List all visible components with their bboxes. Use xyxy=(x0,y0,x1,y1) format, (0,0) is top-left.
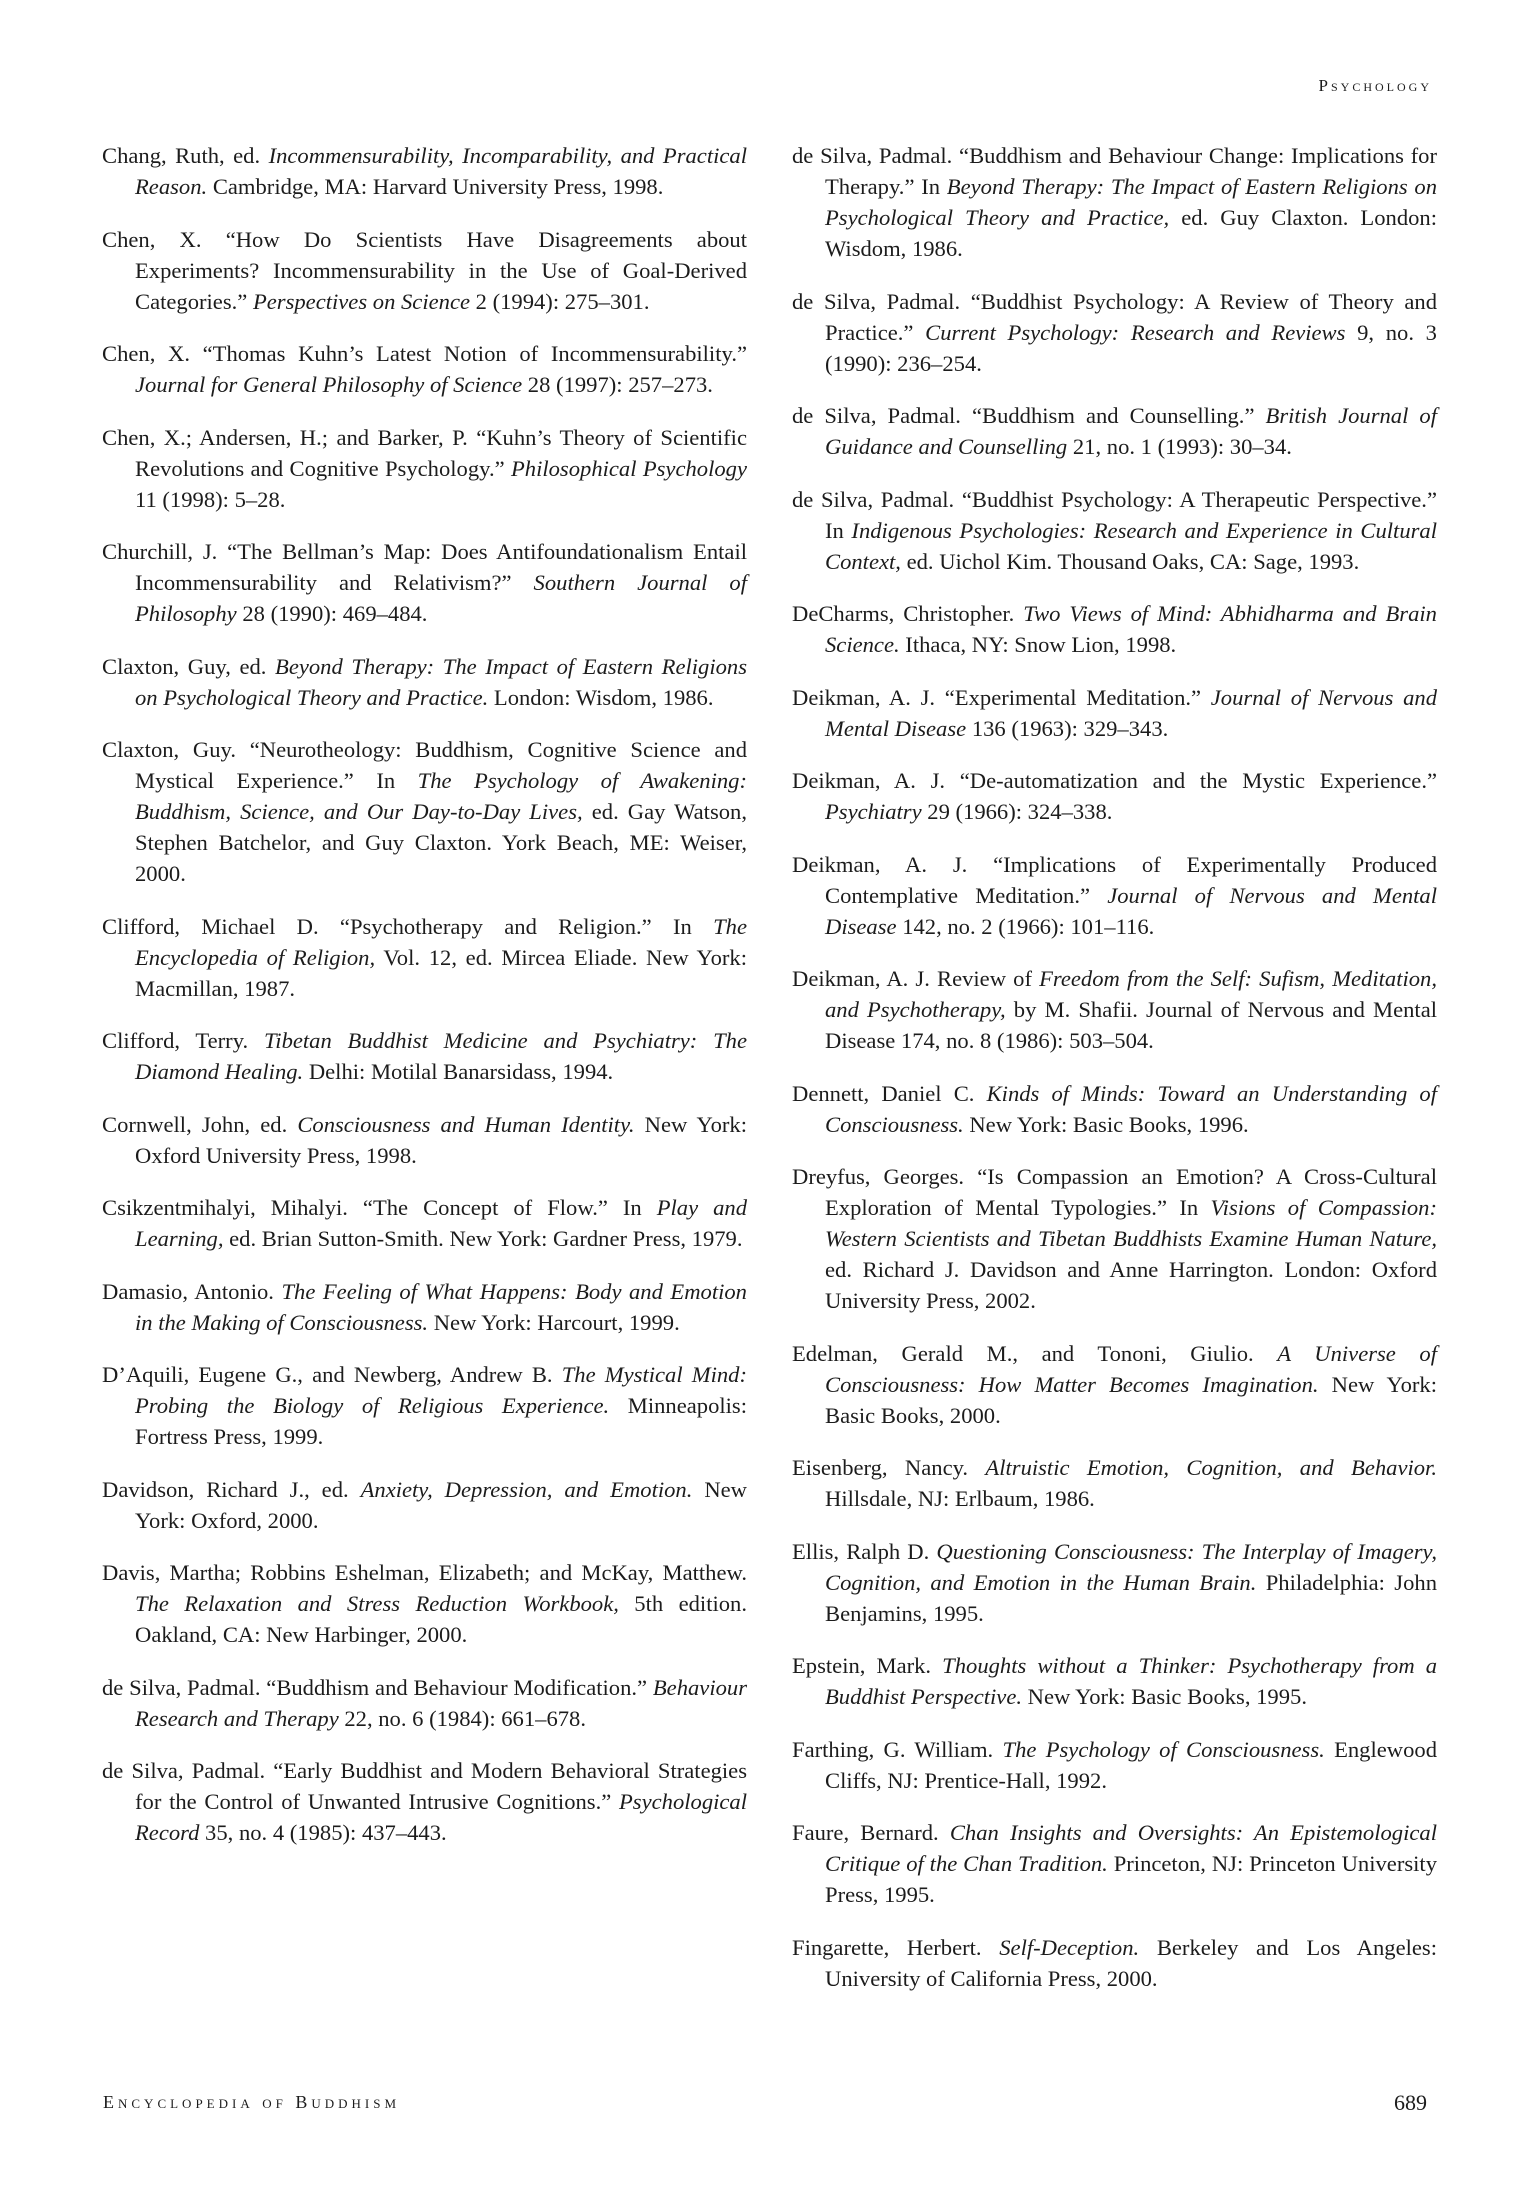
bib-entry: DeCharms, Christopher. Two Views of Mind: Abhidharma and Brain Science. Ithaca, NY: Snow Lion, 1998. xyxy=(792,601,1437,657)
left-column xyxy=(102,140,747,1870)
bib-entry: Epstein, Mark. Thoughts without a Thinker: Psychotherapy from a Buddhist Perspective. New York: Basic Books, 1995. xyxy=(792,1653,1437,1709)
bib-entry: Clifford, Terry. Tibetan Buddhist Medicine and Psychiatry: The Diamond Healing. Delhi: Motilal Banarsidass, 1994. xyxy=(102,1028,747,1084)
right-column xyxy=(792,140,1437,2015)
bib-entry: Chang, Ruth, ed. Incommensurability, Incomparability, and Practical Reason. Cambridge, MA: Harvard University Press, 1998. xyxy=(102,143,747,199)
bib-entry: Claxton, Guy. “Neurotheology: Buddhism, Cognitive Science and Mystical Experience.” In The Psychology of Awakening: Buddhism, Science, and Our Day-to-Day Lives, ed. Gay Watson, Stephen Batchelor, and Guy Claxton. York Beach, ME: Weiser, 2000. xyxy=(102,737,747,886)
bib-entry: Dennett, Daniel C. Kinds of Minds: Toward an Understanding of Consciousness. New York: Basic Books, 1996. xyxy=(792,1080,1437,1137)
bib-entry: Faure, Bernard. Chan Insights and Oversights: An Epistemological Critique of the Chan Tradition. Princeton, NJ: Princeton University Press, 1995. xyxy=(792,1820,1437,1907)
bib-entry: de Silva, Padmal. “Buddhism and Behaviour Modification.” Behaviour Research and Therapy 22, no. 6 (1984): 661–678. xyxy=(102,1674,747,1731)
bib-entry: Damasio, Antonio. The Feeling of What Happens: Body and Emotion in the Making of Consciousness. New York: Harcourt, 1999. xyxy=(102,1278,747,1335)
bib-entry: D’Aquili, Eugene G., and Newberg, Andrew B. The Mystical Mind: Probing the Biology of Religious Experience. Minneapolis: Fortress Press, 1999. xyxy=(102,1362,748,1449)
bib-entry: de Silva, Padmal. “Buddhist Psychology: A Review of Theory and Practice.” Current Psychology: Research and Reviews 9, no. 3 (1990): 236–254. xyxy=(792,288,1437,376)
bib-entry: Csikzentmihalyi, Mihalyi. “The Concept of Flow.” In Play and Learning, ed. Brian Sutton-Smith. New York: Gardner Press, 1979. xyxy=(102,1195,747,1251)
bib-entry: de Silva, Padmal. “Buddhism and Behaviour Change: Implications for Therapy.” In Beyond Therapy: The Impact of Eastern Religions on Psychological Theory and Practice, ed. Guy Claxton. London: Wisdom, 1986. xyxy=(792,143,1437,261)
bib-entry: Dreyfus, Georges. “Is Compassion an Emotion? A Cross-Cultural Exploration of Mental Typologies.” In Visions of Compassion: Western Scientists and Tibetan Buddhists Examine Human Nature, ed. Richard J. Davidson and Anne Harrington. London: Oxford University Press, 2002. xyxy=(792,1164,1437,1313)
bib-entry: Davidson, Richard J., ed. Anxiety, Depression, and Emotion. New York: Oxford, 2000. xyxy=(102,1476,747,1533)
bib-entry: Fingarette, Herbert. Self-Deception. Berkeley and Los Angeles: University of California Press, 2000. xyxy=(792,1934,1437,1991)
bib-entry: Deikman, A. J. “Experimental Meditation.” Journal of Nervous and Mental Disease 136 (1963): 329–343. xyxy=(792,684,1437,741)
bib-entry: Churchill, J. “The Bellman’s Map: Does Antifoundationalism Entail Incommensurability and Relativism?” Southern Journal of Philosophy 28 (1990): 469–484. xyxy=(102,539,747,626)
bib-entry: Davis, Martha; Robbins Eshelman, Elizabeth; and McKay, Matthew. The Relaxation and Stress Reduction Workbook, 5th edition. Oakland, CA: New Harbinger, 2000. xyxy=(102,1560,747,1647)
bib-entry: Edelman, Gerald M., and Tononi, Giulio. A Universe of Consciousness: How Matter Becomes Imagination. New York: Basic Books, 2000. xyxy=(792,1340,1438,1428)
bib-entry: Claxton, Guy, ed. Beyond Therapy: The Impact of Eastern Religions on Psychological Theory and Practice. London: Wisdom, 1986. xyxy=(102,653,747,710)
bib-entry: de Silva, Padmal. “Buddhist Psychology: A Therapeutic Perspective.” In Indigenous Psychologies: Research and Experience in Cultural Context, ed. Uichol Kim. Thousand Oaks, CA: Sage, 1993. xyxy=(792,486,1437,574)
bib-entry: Chen, X. “Thomas Kuhn’s Latest Notion of Incommensurability.” Journal for General Philosophy of Science 28 (1997): 257–273. xyxy=(102,341,747,397)
bib-entry: Chen, X. “How Do Scientists Have Disagreements about Experiments? Incommensurability in the Use of Goal-Derived Categories.” Perspectives on Science 2 (1994): 275–301. xyxy=(102,226,747,314)
running-header: Psychology xyxy=(1318,76,1432,95)
bib-entry: Chen, X.; Andersen, H.; and Barker, P. “Kuhn’s Theory of Scientific Revolutions and Cognitive Psychology.” Philosophical Psychology 11 (1998): 5–28. xyxy=(102,424,747,512)
bib-entry: Cornwell, John, ed. Consciousness and Human Identity. New York: Oxford University Press, 1998. xyxy=(102,1111,747,1168)
bib-entry: de Silva, Padmal. “Buddhism and Counselling.” British Journal of Guidance and Counselling 21, no. 1 (1993): 30–34. xyxy=(792,403,1437,459)
bib-entry: Clifford, Michael D. “Psychotherapy and Religion.” In The Encyclopedia of Religion, Vol. 12, ed. Mircea Eliade. New York: Macmillan, 1987. xyxy=(102,913,748,1001)
running-footer-title: Encyclopedia of Buddhism xyxy=(103,2092,401,2112)
bib-entry: Deikman, A. J. “De-automatization and the Mystic Experience.” Psychiatry 29 (1966): 324–338. xyxy=(792,768,1437,824)
bib-entry: Deikman, A. J. Review of Freedom from the Self: Sufism, Meditation, and Psychotherapy, by M. Shafii. Journal of Nervous and Mental Disease 174, no. 8 (1986): 503–504. xyxy=(792,966,1437,1053)
bib-entry: Eisenberg, Nancy. Altruistic Emotion, Cognition, and Behavior. Hillsdale, NJ: Erlbaum, 1986. xyxy=(792,1455,1437,1511)
bib-entry: Ellis, Ralph D. Questioning Consciousness: The Interplay of Imagery, Cognition, and Emotion in the Human Brain. Philadelphia: John Benjamins, 1995. xyxy=(792,1538,1437,1626)
bib-entry: Deikman, A. J. “Implications of Experimentally Produced Contemplative Meditation.” Journal of Nervous and Mental Disease 142, no. 2 (1966): 101–116. xyxy=(792,851,1437,939)
bib-entry: de Silva, Padmal. “Early Buddhist and Modern Behavioral Strategies for the Control of Unwanted Intrusive Cognitions.” Psychological Record 35, no. 4 (1985): 437–443. xyxy=(102,1758,747,1845)
page-number: 689 xyxy=(1394,2090,1427,2115)
bib-entry: Farthing, G. William. The Psychology of Consciousness. Englewood Cliffs, NJ: Prentice-Hall, 1992. xyxy=(792,1736,1437,1793)
